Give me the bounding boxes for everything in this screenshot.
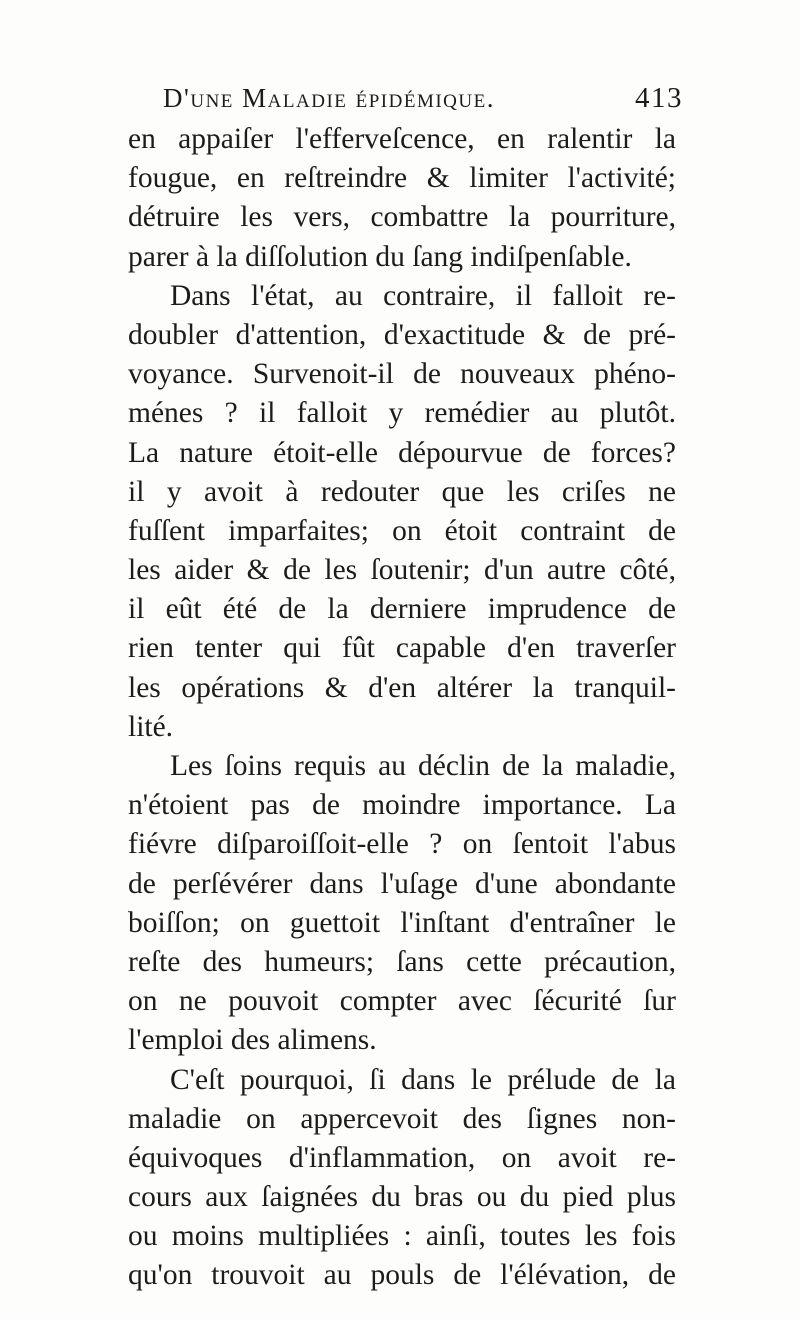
text-line: l'emploi des alimens.: [128, 1024, 377, 1057]
text-line: détruire les vers, combattre la pourriture,: [128, 201, 676, 234]
text-line: ou moins multipliées : ainſi, toutes les fois: [128, 1220, 676, 1253]
text-line: n'étoient pas de moindre importance. La: [128, 789, 676, 822]
text-line: maladie on appercevoit des ſignes non-: [128, 1102, 676, 1135]
text-line: les aider & de les ſoutenir; d'un autre côté,: [128, 554, 676, 587]
text-line: rien tenter qui fût capable d'en traverſer: [128, 632, 676, 665]
running-head: [163, 78, 683, 118]
text-line: voyance. Survenoit-il de nouveaux phéno-: [128, 358, 676, 391]
running-head-title: D'une Maladie épidémique.: [163, 83, 495, 113]
text-line: boiſſon; on guettoit l'inſtant d'entraîner le: [128, 906, 676, 939]
text-line: fiévre diſparoiſſoit-elle ? on ſentoit l'abus: [128, 828, 676, 861]
text-line: équivoques d'inflammation, on avoit re-: [128, 1141, 676, 1174]
text-line: de perſévérer dans l'uſage d'une abondante: [128, 867, 676, 900]
text-line: il eût été de la derniere imprudence de: [128, 593, 676, 626]
text-line: C'eſt pourquoi, ſi dans le prélude de la: [170, 1063, 676, 1096]
text-line: La nature étoit-elle dépourvue de forces?: [128, 436, 676, 469]
text-line: doubler d'attention, d'exactitude & de pré-: [128, 318, 676, 351]
text-line: lité.: [128, 710, 174, 743]
text-line: Dans l'état, au contraire, il falloit re-: [170, 279, 676, 312]
text-line: parer à la diſſolution du ſang indiſpenſable.: [128, 240, 632, 273]
text-line: les opérations & d'en altérer la tranquil-: [128, 671, 676, 704]
body-text: [128, 120, 676, 1296]
text-line: ménes ? il falloit y remédier au plutôt.: [128, 397, 676, 430]
text-line: en appaiſer l'efferveſcence, en ralentir la: [128, 123, 676, 155]
text-line: cours aux ſaignées du bras ou du pied plus: [128, 1181, 676, 1214]
text-line: on ne pouvoit compter avec ſécurité ſur: [128, 985, 676, 1018]
text-line: fougue, en reſtreindre & limiter l'activité;: [128, 162, 676, 195]
text-line: il y avoit à redouter que les criſes ne: [128, 475, 676, 508]
text-line: reſte des humeurs; ſans cette précaution,: [128, 945, 676, 978]
page-number: 413: [635, 82, 683, 114]
text-line: qu'on trouvoit au pouls de l'élévation, de: [128, 1259, 676, 1292]
text-line: fuſſent imparfaites; on étoit contraint de: [128, 514, 676, 547]
text-line: Les ſoins requis au déclin de la maladie,: [170, 750, 676, 782]
